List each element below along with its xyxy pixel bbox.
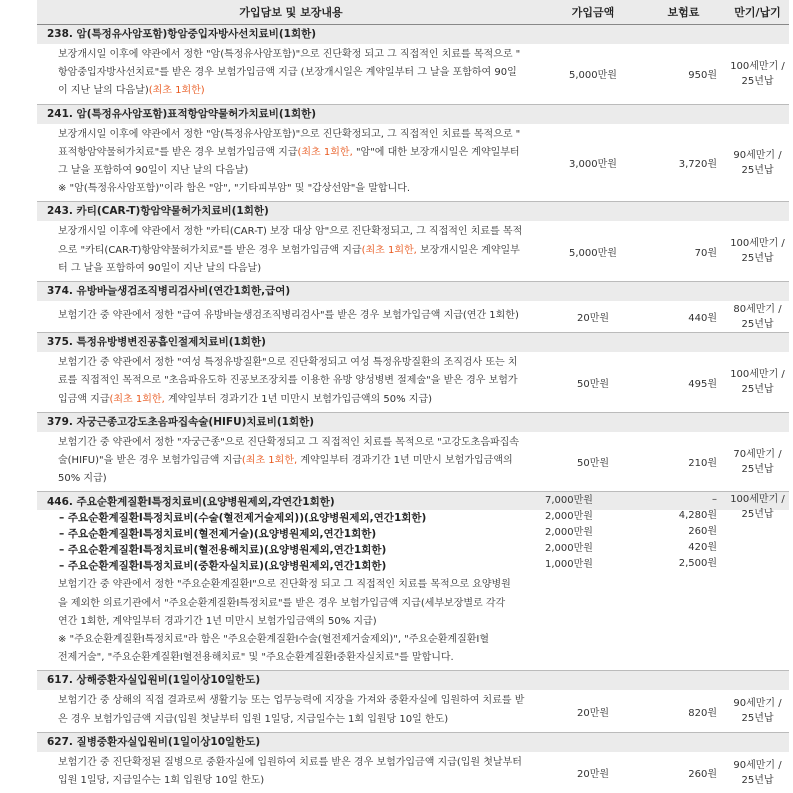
text-line: 100세만기 /: [730, 238, 785, 250]
amount-value: 50만원: [576, 378, 610, 390]
text-line: 25년납: [741, 253, 774, 265]
premium-value: 260원: [688, 769, 717, 781]
section-title: 243. 카티(CAR-T)항암약물허가치료비(1회한): [37, 202, 789, 221]
text-line: 7,000만원: [545, 495, 593, 507]
term-value: [726, 352, 789, 412]
highlight-text: (최초 1회한): [148, 85, 205, 97]
text-line: 이 지난 날의 다음날): [58, 85, 149, 97]
text-line: 보험기간 중 상해의 직접 결과로써 생활기능 또는 업무능력에 지장을 가져와 중환자실에 입원하여 치료를 받: [58, 695, 525, 707]
amount-list: [545, 492, 641, 574]
coverage-table: [37, 0, 789, 793]
highlight-text: (최초 1회한,: [241, 455, 298, 467]
text-line: 100세만기 /: [730, 494, 785, 506]
section-title: 238. 암(특정유사암포함)항암중입자방사선치료비(1회한): [37, 25, 789, 44]
text-line: 100세만기 /: [730, 60, 785, 72]
section-description: [37, 690, 545, 731]
text-line: 계약일부터 경과기간 1년 미만시 보험가입금액의: [300, 455, 513, 467]
text-line: 입원 1일당, 지급일수는 1회 입원당 10일 한도): [58, 775, 265, 787]
text-line: 터 그 날을 포함하여 90일이 지난 날의 다음날): [58, 262, 262, 274]
section-description: [37, 352, 545, 412]
premium-value: 440원: [688, 313, 717, 325]
section-title: 374. 유방바늘생검조직병리검사비(연간1회한,급여): [37, 282, 789, 301]
sub-coverage-item: – 주요순환계질환Ⅰ특정치료비(혈전제거술)(요양병원제외,연간1회한): [59, 528, 377, 541]
text-line: 보험기간 중 약관에서 정한 "자궁근종"으로 진단확정되고 그 직접적인 치료를 목적으로 "고강도초음파집속: [58, 436, 519, 448]
text-line: 보장개시일 이후에 약관에서 정한 "암(특정유사암포함)"으로 진단확정되고, 그 직접적인 치료를 목적으로 ": [58, 128, 521, 140]
text-line: 1,000만원: [545, 559, 593, 571]
text-line: 25년납: [741, 164, 774, 176]
text-line: 4,280원: [678, 510, 717, 522]
amount-value: 5,000만원: [569, 70, 617, 82]
text-line: 90세만기 /: [733, 149, 782, 161]
text-line: 25년납: [741, 318, 774, 330]
sub-coverage-item: – 주요순환계질환Ⅰ특정치료비(중환자실치료)(요양병원제외,연간1회한): [59, 560, 387, 573]
text-line: 전제거술", "주요순환계질환Ⅰ혈전용해치료" 및 "주요순환계질환Ⅰ중환자실치료"를 말합니다.: [58, 652, 454, 664]
coverage-section-379: [37, 413, 789, 493]
text-line: 70세만기 /: [733, 448, 782, 460]
text-line: 으로 "카티(CAR-T)항암약물허가치료"를 받은 경우 보험가입금액 지급: [58, 244, 362, 256]
coverage-section-617: [37, 671, 789, 732]
text-line: 2,000만원: [545, 511, 593, 523]
term-value: [726, 221, 789, 281]
section-title: 627. 질병중환자실입원비(1일이상10일한도): [37, 733, 789, 752]
section-description: [37, 44, 545, 104]
text-line: –: [712, 494, 717, 506]
text-line: 2,000만원: [545, 543, 593, 555]
text-line: 260원: [688, 526, 717, 538]
text-line: 보험기간 중 약관에서 정한 "주요순환계질환Ⅰ"으로 진단확정 되고 그 직접적인 치료를 목적으로 요양병원: [58, 579, 511, 591]
text-line: 50% 지급): [58, 473, 107, 485]
section-title: 375. 특정유방병변진공흡인절제치료비(1회한): [37, 333, 789, 352]
premium-value: 820원: [688, 707, 717, 719]
text-line: 100세만기 /: [730, 369, 785, 381]
header-premium: 보험료: [667, 6, 700, 19]
text-line: 90세만기 /: [733, 759, 782, 771]
text-line: 25년납: [741, 713, 774, 725]
text-line: 보험기간 중 진단확정된 질병으로 중환자실에 입원하여 치료를 받은 경우 보험가입금액 지급(입원 첫날부터: [58, 756, 522, 768]
premium-list: [641, 492, 726, 574]
amount-value: 20만원: [576, 769, 610, 781]
text-line: 을 제외한 의료기관에서 "주요순환계질환Ⅰ특정치료"를 받은 경우 보험가입금액 지급(세부보장별로 각각: [58, 597, 506, 609]
premium-value: 210원: [688, 458, 717, 470]
term-value: [726, 432, 789, 492]
text-line: 25년납: [741, 463, 774, 475]
text-line: 보장개시일 이후에 약관에서 정한 "암(특정유사암포함)"으로 진단확정 되고 그 직접적인 치료를 목적으로 ": [58, 49, 521, 60]
text-line: 25년납: [741, 75, 774, 87]
amount-value: 3,000만원: [569, 159, 617, 171]
text-line: 항암중입자방사선치료"를 받은 경우 보험가입금액 지급 (보장개시일은 계약일부터 그 날을 포함하여 90일: [58, 67, 517, 79]
text-line: 90세만기 /: [733, 698, 782, 710]
text-line: 보험기간 중 약관에서 정한 "여성 특정유방질환"으로 진단확정되고 여성 특정유방질환의 조직검사 또는 치: [58, 357, 518, 369]
coverage-section-374: [37, 282, 789, 333]
text-line: 계약일부터 경과기간 1년 미만시 보험가입금액의 50% 지급): [167, 393, 433, 405]
premium-value: 950원: [688, 70, 717, 82]
text-line: 보험기간 중 약관에서 정한 "급여 유방바늘생검조직병리검사"를 받은 경우 보험가입금액 지급(연간 1회한): [58, 310, 519, 322]
section-title: 241. 암(특정유사암포함)표적항암약물허가치료비(1회한): [37, 105, 789, 124]
sub-coverage-item: – 주요순환계질환Ⅰ특정치료비(혈전용해치료)(요양병원제외,연간1회한): [59, 544, 387, 557]
term-value: [726, 492, 789, 574]
amount-value: 50만원: [576, 458, 610, 470]
coverage-section-238: [37, 25, 789, 105]
table-header: [37, 0, 789, 25]
term-value: [726, 301, 789, 332]
premium-value: 495원: [688, 378, 717, 390]
coverage-section-243: [37, 202, 789, 282]
text-line: 보장개시일은 계약일부: [420, 244, 520, 256]
text-line: ※ "주요순환계질환Ⅰ특정치료"라 함은 "주요순환계질환Ⅰ수술(혈전제거술제외)", "주요순환계질환Ⅰ혈: [58, 634, 490, 646]
header-term: 만기/납기: [734, 6, 781, 19]
section-title: 617. 상해중환자실입원비(1일이상10일한도): [37, 671, 789, 690]
text-line: 료를 직접적인 목적으로 "초음파유도하 진공보조장치를 이용한 유방 양성병변 절제술"을 받은 경우 보험가: [58, 375, 518, 387]
text-line: 보장개시일 이후에 약관에서 정한 "카티(CAR-T) 보장 대상 암"으로 진단확정되고, 그 직접적인 치료를 목적: [58, 226, 523, 238]
text-line: 25년납: [741, 509, 774, 521]
header-amount: 가입금액: [571, 6, 615, 19]
header-coverage: 가입담보 및 보장내용: [239, 6, 343, 19]
text-line: 25년납: [741, 774, 774, 786]
sub-coverage-item: – 주요순환계질환Ⅰ특정치료비(수술(혈전제거술제외))(요양병원제외,연간1회한): [59, 512, 427, 525]
coverage-section-627: [37, 733, 789, 793]
amount-value: 20만원: [576, 313, 610, 325]
term-value: [726, 690, 789, 731]
amount-value: 20만원: [576, 707, 610, 719]
highlight-text: (최초 1회한,: [361, 244, 417, 256]
premium-value: 70원: [694, 247, 717, 259]
section-title: 446. 주요순환계질환Ⅰ특정치료비(요양병원제외,각연간1회한): [37, 492, 789, 510]
highlight-text: (최초 1회한,: [297, 146, 353, 158]
text-line: 420원: [688, 542, 717, 554]
text-line: "암"에 대한 보장개시일은 계약일부터: [355, 146, 520, 158]
coverage-section-375: [37, 333, 789, 413]
amount-value: 5,000만원: [569, 247, 617, 259]
text-line: 2,500원: [678, 558, 717, 570]
section-description: [37, 221, 545, 281]
text-line: ※ "암(특정유사암포함)"이라 함은 "암", "기타피부암" 및 "갑상선암"을 말합니다.: [58, 183, 411, 195]
section-description: [37, 752, 545, 793]
term-value: [726, 124, 789, 202]
text-line: 80세만기 /: [733, 303, 782, 315]
section-description: [37, 574, 545, 670]
text-line: 은 경우 보험가입금액 지급(입원 첫날부터 입원 1일당, 지급일수는 1회 입원당 10일 한도): [58, 713, 449, 725]
text-line: 25년납: [741, 384, 774, 396]
text-line: 술(HIFU)"을 받은 경우 보험가입금액 지급: [58, 455, 242, 467]
term-value: [726, 44, 789, 104]
term-value: [726, 752, 789, 793]
coverage-section-241: [37, 105, 789, 203]
sub-coverage-list: [37, 510, 545, 574]
premium-value: 3,720원: [678, 159, 717, 171]
highlight-text: (최초 1회한,: [109, 393, 165, 405]
text-line: 표적항암약물허가치료"를 받은 경우 보험가입금액 지급: [58, 146, 298, 158]
section-description: [37, 124, 545, 202]
section-description: [37, 432, 545, 492]
text-line: 입금액 지급: [58, 393, 110, 405]
text-line: 그 날을 포함하여 90일이 지난 날의 다음날): [58, 165, 249, 177]
section-title: 379. 자궁근종고강도초음파집속술(HIFU)치료비(1회한): [37, 413, 789, 432]
text-line: 연간 1회한, 계약일부터 경과기간 1년 미만시 보험가입금액의 50% 지급): [58, 615, 377, 627]
text-line: 2,000만원: [545, 527, 593, 539]
section-description: [37, 301, 545, 332]
coverage-section-446: [37, 492, 789, 671]
